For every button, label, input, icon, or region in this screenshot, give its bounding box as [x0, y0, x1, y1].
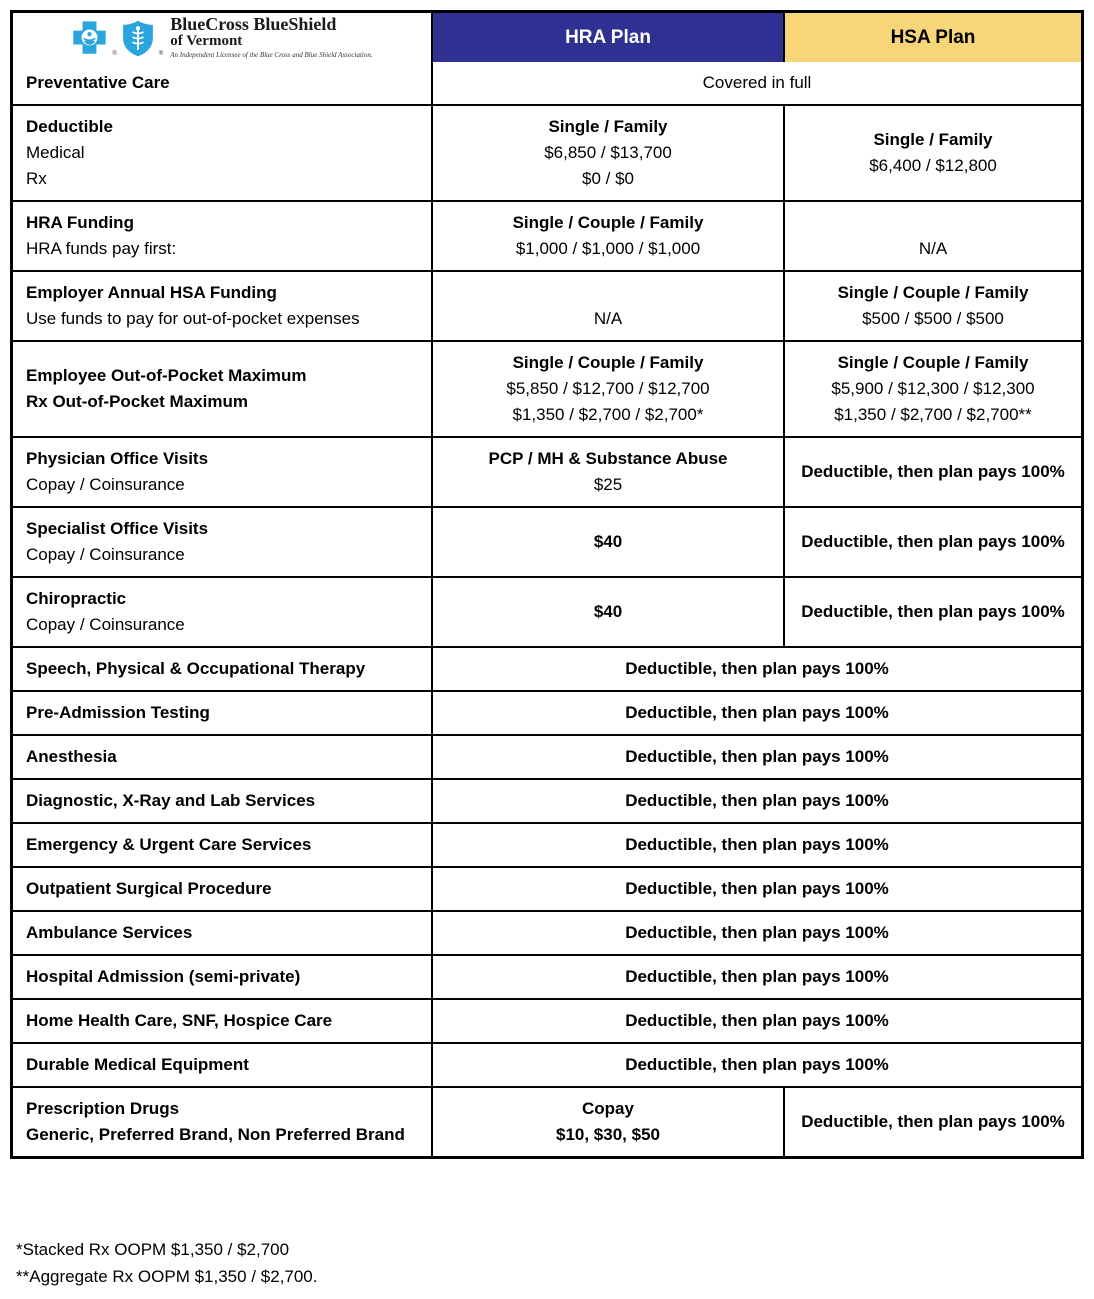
cell-line: Rx Out-of-Pocket Maximum	[26, 392, 248, 411]
both-plans-cell	[433, 1000, 1081, 1042]
cell-line: Deductible	[26, 117, 113, 136]
row-label-cell	[13, 692, 433, 734]
table-row	[13, 342, 1081, 438]
cell-line: Deductible, then plan pays 100%	[625, 1055, 889, 1074]
cell-line: Deductible, then plan pays 100%	[625, 879, 889, 898]
both-plans-cell	[433, 692, 1081, 734]
cell-line: Deductible, then plan pays 100%	[801, 1112, 1065, 1131]
hra-plan-cell	[433, 106, 785, 200]
cell-line: $0 / $0	[582, 169, 634, 188]
hra-plan-cell	[433, 342, 785, 436]
cell-line: $10, $30, $50	[556, 1125, 660, 1144]
cell-line: Employee Out-of-Pocket Maximum	[26, 366, 307, 385]
cell-line: HRA Funding	[26, 213, 134, 232]
hsa-plan-column-header: HSA Plan	[785, 13, 1081, 62]
cell-line: PCP / MH & Substance Abuse	[488, 449, 728, 468]
hsa-plan-cell	[785, 106, 1081, 200]
both-plans-cell	[433, 824, 1081, 866]
table-row	[13, 1044, 1081, 1088]
hra-plan-cell	[433, 508, 785, 576]
both-plans-cell	[433, 648, 1081, 690]
cell-line: Deductible, then plan pays 100%	[625, 1011, 889, 1030]
row-label-cell	[13, 62, 433, 104]
both-plans-cell	[433, 912, 1081, 954]
blue-cross-icon	[71, 19, 108, 56]
row-label-cell	[13, 648, 433, 690]
cell-line: Deductible, then plan pays 100%	[625, 835, 889, 854]
cell-line: HRA funds pay first:	[26, 239, 177, 258]
registered-mark: ®	[112, 50, 117, 57]
cell-line: Pre-Admission Testing	[26, 703, 210, 722]
row-label-cell	[13, 1088, 433, 1156]
cell-line: Anesthesia	[26, 747, 117, 766]
cell-line: Specialist Office Visits	[26, 519, 209, 538]
benefits-table-body	[13, 62, 1081, 1156]
cell-line: Single / Family	[873, 130, 993, 149]
hsa-plan-cell	[785, 508, 1081, 576]
cell-line: $6,400 / $12,800	[869, 156, 997, 175]
cell-line: Single / Couple / Family	[837, 283, 1029, 302]
cell-line: Single / Couple / Family	[512, 353, 704, 372]
hra-plan-cell	[433, 578, 785, 646]
hsa-plan-cell	[785, 202, 1081, 270]
cell-line: $5,850 / $12,700 / $12,700	[506, 379, 710, 398]
table-row	[13, 1088, 1081, 1156]
table-row	[13, 202, 1081, 272]
cell-line: Copay / Coinsurance	[26, 545, 185, 564]
both-plans-cell	[433, 868, 1081, 910]
table-row	[13, 1000, 1081, 1044]
cell-line: $1,000 / $1,000 / $1,000	[515, 239, 701, 258]
cell-line: $500 / $500 / $500	[862, 309, 1004, 328]
row-label-cell	[13, 780, 433, 822]
row-label-cell	[13, 956, 433, 998]
hra-plan-cell	[433, 272, 785, 340]
footnote-stacked-rx: *Stacked Rx OOPM $1,350 / $2,700	[16, 1240, 290, 1259]
row-label-cell	[13, 736, 433, 778]
row-label-cell	[13, 508, 433, 576]
row-label-cell	[13, 824, 433, 866]
cell-line: Single / Couple / Family	[837, 353, 1029, 372]
row-label-cell	[13, 342, 433, 436]
cell-line: $1,350 / $2,700 / $2,700**	[834, 405, 1032, 424]
table-row	[13, 912, 1081, 956]
cell-line: Copay	[582, 1099, 634, 1118]
hra-plan-cell	[433, 1088, 785, 1156]
benefits-table	[10, 10, 1084, 1159]
hsa-plan-cell	[785, 1088, 1081, 1156]
cell-line: Deductible, then plan pays 100%	[801, 532, 1065, 551]
both-plans-cell	[433, 736, 1081, 778]
cell-line: Outpatient Surgical Procedure	[26, 879, 272, 898]
cell-line: Emergency & Urgent Care Services	[26, 835, 312, 854]
table-row	[13, 508, 1081, 578]
table-row	[13, 648, 1081, 692]
cell-line: Deductible, then plan pays 100%	[625, 923, 889, 942]
table-row	[13, 106, 1081, 202]
cell-line: Deductible, then plan pays 100%	[625, 791, 889, 810]
brand-name-line2: of Vermont	[170, 33, 243, 49]
hra-plan-cell	[433, 438, 785, 506]
both-plans-cell	[433, 956, 1081, 998]
row-label-cell	[13, 1044, 433, 1086]
cell-line: $40	[593, 602, 623, 621]
row-label-cell	[13, 868, 433, 910]
cell-line: $5,900 / $12,300 / $12,300	[831, 379, 1035, 398]
cell-line: Deductible, then plan pays 100%	[625, 659, 889, 678]
cell-line: Rx	[26, 169, 47, 188]
table-row	[13, 692, 1081, 736]
row-label-cell	[13, 1000, 433, 1042]
cell-line: Single / Family	[548, 117, 668, 136]
cell-line: Employer Annual HSA Funding	[26, 283, 277, 302]
brand-logo	[13, 13, 433, 62]
cell-line: Single / Couple / Family	[512, 213, 704, 232]
table-row	[13, 780, 1081, 824]
cell-line: Prescription Drugs	[26, 1099, 180, 1118]
cell-line: N/A	[593, 309, 623, 328]
cell-line: Chiropractic	[26, 589, 127, 608]
cell-line: Durable Medical Equipment	[26, 1055, 249, 1074]
cell-line	[606, 280, 611, 306]
row-label-cell	[13, 272, 433, 340]
cell-line: Speech, Physical & Occupational Therapy	[26, 659, 366, 678]
both-plans-cell	[433, 780, 1081, 822]
hra-plan-cell	[433, 202, 785, 270]
cell-line: Copay / Coinsurance	[26, 475, 185, 494]
table-header-row	[13, 13, 1081, 62]
cell-line: Deductible, then plan pays 100%	[625, 703, 889, 722]
hsa-plan-cell	[785, 578, 1081, 646]
table-row	[13, 62, 1081, 106]
cell-line: Deductible, then plan pays 100%	[625, 967, 889, 986]
cell-line: Preventative Care	[26, 73, 170, 92]
cell-line: Deductible, then plan pays 100%	[801, 462, 1065, 481]
brand-name-line1: BlueCross BlueShield	[170, 14, 337, 34]
row-label-cell	[13, 438, 433, 506]
cell-line: Covered in full	[702, 73, 812, 92]
cell-line	[931, 210, 936, 236]
cell-line: $40	[593, 532, 623, 551]
table-row	[13, 824, 1081, 868]
cell-line: $25	[593, 475, 623, 494]
row-label-cell	[13, 912, 433, 954]
cell-line: Ambulance Services	[26, 923, 193, 942]
cell-line: Deductible, then plan pays 100%	[801, 602, 1065, 621]
both-plans-cell	[433, 1044, 1081, 1086]
cell-line: Copay / Coinsurance	[26, 615, 185, 634]
cell-line: $1,350 / $2,700 / $2,700*	[512, 405, 704, 424]
cell-line: Hospital Admission (semi-private)	[26, 967, 301, 986]
table-row	[13, 578, 1081, 648]
cell-line: Medical	[26, 143, 85, 162]
hsa-plan-cell	[785, 342, 1081, 436]
cell-line: Deductible, then plan pays 100%	[625, 747, 889, 766]
table-row	[13, 438, 1081, 508]
table-row	[13, 272, 1081, 342]
row-label-cell	[13, 578, 433, 646]
blue-shield-icon	[121, 19, 155, 57]
registered-mark: ®	[158, 50, 164, 57]
cell-line: Diagnostic, X-Ray and Lab Services	[26, 791, 316, 810]
cell-line: Physician Office Visits	[26, 449, 209, 468]
table-row	[13, 956, 1081, 1000]
both-plans-cell	[433, 62, 1081, 104]
hra-plan-column-header: HRA Plan	[433, 13, 785, 62]
cell-line: Use funds to pay for out-of-pocket expenses	[26, 309, 360, 328]
table-row	[13, 868, 1081, 912]
cell-line: Home Health Care, SNF, Hospice Care	[26, 1011, 333, 1030]
cell-line: N/A	[918, 239, 948, 258]
cell-line: $6,850 / $13,700	[544, 143, 672, 162]
footnotes	[16, 1236, 317, 1290]
row-label-cell	[13, 106, 433, 200]
row-label-cell	[13, 202, 433, 270]
brand-text	[170, 15, 372, 60]
table-row	[13, 736, 1081, 780]
footnote-aggregate-rx: **Aggregate Rx OOPM $1,350 / $2,700.	[16, 1267, 318, 1286]
brand-tagline: An Independent Licensee of the Blue Cross and Blue Shield Association.	[170, 51, 373, 59]
logo-icons	[71, 19, 163, 57]
hsa-plan-cell	[785, 272, 1081, 340]
cell-line: Generic, Preferred Brand, Non Preferred Brand	[26, 1125, 405, 1144]
hsa-plan-cell	[785, 438, 1081, 506]
